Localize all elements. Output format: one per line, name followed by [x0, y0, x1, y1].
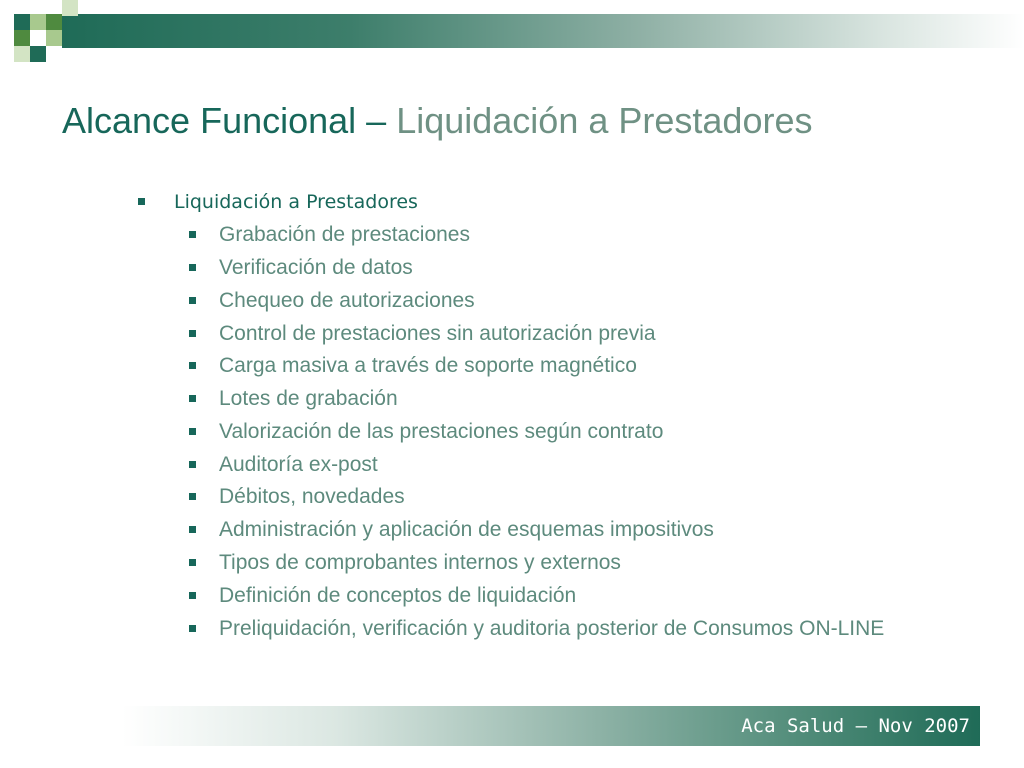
- list-item-label: Definición de conceptos de liquidación: [219, 584, 577, 607]
- square-bullet-icon: [189, 395, 196, 402]
- square-bullet-icon: [189, 592, 196, 599]
- list-item-label: Verificación de datos: [219, 256, 413, 279]
- list-item-label: Chequeo de autorizaciones: [219, 289, 475, 312]
- list-item-label: Administración y aplicación de esquemas impositivos: [219, 518, 714, 541]
- title-subtitle: Liquidación a Prestadores: [396, 100, 813, 141]
- list-item-label: Auditoría ex-post: [219, 453, 378, 476]
- square-bullet-icon: [138, 198, 145, 205]
- square-bullet-icon: [189, 493, 196, 500]
- list-item-label: Grabación de prestaciones: [219, 223, 470, 246]
- footer-text: Aca Salud – Nov 2007: [741, 715, 970, 737]
- square-bullet-icon: [189, 625, 196, 632]
- square-bullet-icon: [189, 297, 196, 304]
- square-bullet-icon: [189, 526, 196, 533]
- header-gradient-band: [62, 14, 1024, 48]
- square-bullet-icon: [189, 428, 196, 435]
- list-item-label: Valorización de las prestaciones según contrato: [219, 420, 664, 443]
- square-bullet-icon: [189, 330, 196, 337]
- title-dash: –: [356, 100, 397, 141]
- list-item-label: Tipos de comprobantes internos y externos: [219, 551, 621, 574]
- title-main: Alcance Funcional: [62, 100, 357, 141]
- list-item-label: Preliquidación, verificación y auditoria posterior de Consumos ON-LINE: [219, 617, 885, 640]
- list-item-label: Liquidación a Prestadores: [174, 191, 418, 213]
- slide-title: [62, 99, 1002, 143]
- list-item-label: Control de prestaciones sin autorización previa: [219, 322, 656, 345]
- square-bullet-icon: [189, 264, 196, 271]
- square-bullet-icon: [189, 559, 196, 566]
- list-item-label: Lotes de grabación: [219, 387, 398, 410]
- list-item-label: Carga masiva a través de soporte magnético: [219, 354, 637, 377]
- square-bullet-icon: [189, 461, 196, 468]
- list-item-label: Débitos, novedades: [219, 485, 405, 508]
- square-bullet-icon: [189, 231, 196, 238]
- square-bullet-icon: [189, 362, 196, 369]
